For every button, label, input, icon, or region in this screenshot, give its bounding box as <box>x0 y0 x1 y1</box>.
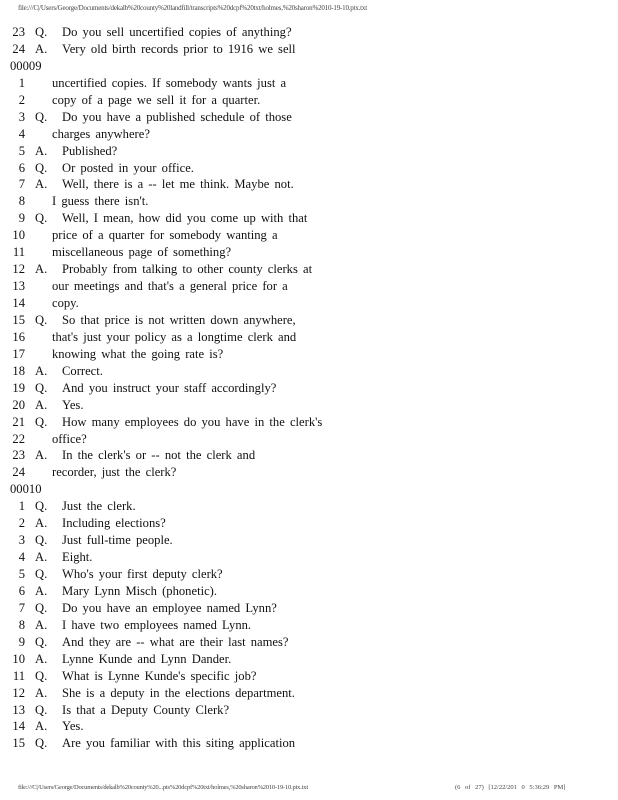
line-text: that's just your policy as a longtime clerk and <box>52 329 297 344</box>
line-text: Do you have an employee named Lynn? <box>62 600 277 615</box>
transcript-line <box>10 414 610 431</box>
line-number: 8 <box>18 194 25 209</box>
transcript-line <box>10 668 610 685</box>
page-marker <box>10 58 610 75</box>
line-number: 14 <box>12 719 25 734</box>
line-text: I guess there isn't. <box>52 194 149 209</box>
transcript-line <box>10 566 610 583</box>
line-number: 2 <box>18 92 25 107</box>
line-text: Is that a Deputy County Clerk? <box>62 702 230 717</box>
line-text: Including elections? <box>62 516 166 531</box>
transcript-line <box>10 600 610 617</box>
line-number: 15 <box>12 736 25 751</box>
line-number: 6 <box>18 583 25 598</box>
speaker-label: A. <box>35 41 48 56</box>
speaker-label: A. <box>35 719 48 734</box>
line-number: 10 <box>12 228 25 243</box>
speaker-label: A. <box>35 516 48 531</box>
transcript-line <box>10 498 610 515</box>
line-text: Just full-time people. <box>62 533 173 548</box>
line-number: 24 <box>12 41 25 56</box>
transcript-line <box>10 244 610 261</box>
speaker-label: Q. <box>35 668 48 683</box>
line-text: Who's your first deputy clerk? <box>62 567 223 581</box>
transcript-line <box>10 143 610 160</box>
transcript-line <box>10 24 610 41</box>
transcript-line <box>10 447 610 464</box>
line-text: price of a quarter for somebody wanting a <box>52 228 278 243</box>
line-text: Yes. <box>62 397 84 412</box>
transcript-line <box>10 278 610 295</box>
line-number: 22 <box>12 431 25 446</box>
transcript-line <box>10 346 610 363</box>
line-text: uncertified copies. If somebody wants just a <box>52 75 287 90</box>
line-number: 20 <box>12 397 25 412</box>
transcript-line <box>10 109 610 126</box>
transcript-body <box>10 24 610 752</box>
page-number: 00010 <box>10 482 42 497</box>
speaker-label: A. <box>35 448 48 463</box>
speaker-label: A. <box>35 397 48 412</box>
line-number: 19 <box>12 380 25 395</box>
transcript-line <box>10 363 610 380</box>
transcript-line <box>10 210 610 227</box>
speaker-label: A. <box>35 685 48 700</box>
line-number: 17 <box>12 346 25 361</box>
line-number: 13 <box>12 702 25 717</box>
transcript-line <box>10 617 610 634</box>
transcript-line <box>10 193 610 210</box>
transcript-line <box>10 431 610 448</box>
transcript-line <box>10 295 610 312</box>
line-number: 2 <box>18 516 25 531</box>
line-text: Lynne Kunde and Lynn Dander. <box>62 651 232 666</box>
line-number: 12 <box>12 685 25 700</box>
line-text: How many employees do you have in the clerk's <box>62 414 323 429</box>
speaker-label: Q. <box>35 736 48 751</box>
line-number: 14 <box>12 296 25 310</box>
transcript-line <box>10 515 610 532</box>
line-text: Or posted in your office. <box>62 160 194 175</box>
transcript-line <box>10 176 610 193</box>
line-text: Yes. <box>62 719 84 734</box>
speaker-label: Q. <box>35 600 48 615</box>
page-marker <box>10 481 610 498</box>
line-number: 23 <box>12 448 25 463</box>
line-text: recorder, just the clerk? <box>52 465 177 480</box>
speaker-label: Q. <box>35 414 48 429</box>
file-path-header: file:///C|/Users/George/Documents/dekalb%20county%20landfill/transcripts%20dcpf%20txt/holmes,%20sharon%2010-19-10.ptx.txt <box>18 4 367 12</box>
line-text: office? <box>52 431 87 446</box>
line-number: 1 <box>18 499 25 514</box>
line-text: So that price is not written down anywhere, <box>62 312 296 327</box>
line-text: Do you have a published schedule of those <box>62 109 292 124</box>
line-text: In the clerk's or -- not the clerk and <box>62 448 256 463</box>
file-path-footer: file:///C|/Users/George/Documents/dekalb%20county%20...pts%20dcpf%20txt/holmes,%20sharon%2010-19-10.ptx.txt <box>18 784 308 791</box>
line-text: Very old birth records prior to 1916 we sell <box>62 41 296 56</box>
page-info-footer: (6 of 27) [12/22/201 0 5:36:29 PM] <box>455 784 566 791</box>
line-text: our meetings and that's a general price for a <box>52 279 288 294</box>
line-number: 3 <box>18 109 25 124</box>
transcript-line <box>10 718 610 735</box>
line-number: 11 <box>12 245 25 260</box>
line-text: I have two employees named Lynn. <box>62 617 252 632</box>
line-number: 3 <box>18 533 25 548</box>
speaker-label: A. <box>35 651 48 666</box>
transcript-line <box>10 75 610 92</box>
transcript-line <box>10 685 610 702</box>
speaker-label: Q. <box>35 702 48 717</box>
line-text: Do you sell uncertified copies of anything? <box>62 25 292 39</box>
line-text: Are you familiar with this siting application <box>62 736 296 751</box>
line-text: Mary Lynn Misch (phonetic). <box>62 583 217 598</box>
speaker-label: A. <box>35 143 48 158</box>
line-number: 4 <box>18 126 25 141</box>
speaker-label: Q. <box>35 160 48 175</box>
line-number: 13 <box>12 279 25 294</box>
transcript-line <box>10 92 610 109</box>
line-number: 7 <box>18 177 25 192</box>
line-text: What is Lynne Kunde's specific job? <box>62 668 257 683</box>
speaker-label: A. <box>35 363 48 378</box>
line-text: Probably from talking to other county clerks at <box>62 262 313 277</box>
line-text: copy of a page we sell it for a quarter. <box>52 92 261 107</box>
transcript-line <box>10 464 610 481</box>
transcript-line <box>10 735 610 752</box>
transcript-line <box>10 583 610 600</box>
transcript-line <box>10 380 610 397</box>
speaker-label: Q. <box>35 380 48 395</box>
line-number: 5 <box>18 567 25 581</box>
transcript-line <box>10 329 610 346</box>
speaker-label: A. <box>35 177 48 192</box>
line-number: 7 <box>18 600 25 615</box>
speaker-label: A. <box>35 617 48 632</box>
speaker-label: Q. <box>35 211 48 226</box>
line-text: She is a deputy in the elections department. <box>62 685 295 700</box>
line-text: knowing what the going rate is? <box>52 346 224 361</box>
transcript-line <box>10 41 610 58</box>
line-number: 5 <box>18 143 25 158</box>
speaker-label: A. <box>35 262 48 277</box>
line-number: 1 <box>18 75 25 90</box>
line-text: charges anywhere? <box>52 126 150 141</box>
line-text: Eight. <box>62 550 93 565</box>
transcript-line <box>10 126 610 143</box>
speaker-label: Q. <box>35 312 48 327</box>
transcript-line <box>10 227 610 244</box>
line-number: 21 <box>12 414 25 429</box>
transcript-line <box>10 261 610 278</box>
line-number: 4 <box>18 550 25 565</box>
line-text: Well, I mean, how did you come up with that <box>62 211 308 226</box>
line-number: 16 <box>12 329 25 344</box>
transcript-line <box>10 634 610 651</box>
transcript-line <box>10 312 610 329</box>
line-number: 23 <box>12 25 25 39</box>
line-text: Well, there is a -- let me think. Maybe not. <box>62 177 294 192</box>
page-number: 00009 <box>10 58 42 73</box>
line-text: Published? <box>62 143 118 158</box>
line-number: 11 <box>12 668 25 683</box>
transcript-line <box>10 549 610 566</box>
line-number: 9 <box>18 634 25 649</box>
line-number: 15 <box>12 312 25 327</box>
speaker-label: A. <box>35 583 48 598</box>
line-text: copy. <box>52 296 79 310</box>
line-number: 10 <box>12 651 25 666</box>
line-text: And you instruct your staff accordingly? <box>62 380 277 395</box>
line-number: 18 <box>12 363 25 378</box>
line-number: 9 <box>18 211 25 226</box>
line-number: 24 <box>12 465 25 480</box>
transcript-line <box>10 160 610 177</box>
line-number: 8 <box>18 617 25 632</box>
speaker-label: A. <box>35 550 48 565</box>
speaker-label: Q. <box>35 499 48 514</box>
speaker-label: Q. <box>35 634 48 649</box>
speaker-label: Q. <box>35 567 48 581</box>
transcript-line <box>10 397 610 414</box>
speaker-label: Q. <box>35 533 48 548</box>
speaker-label: Q. <box>35 25 48 39</box>
transcript-line <box>10 651 610 668</box>
transcript-line <box>10 702 610 719</box>
line-text: miscellaneous page of something? <box>52 245 232 260</box>
speaker-label: Q. <box>35 109 48 124</box>
line-number: 6 <box>18 160 25 175</box>
line-text: Just the clerk. <box>62 499 136 514</box>
line-text: And they are -- what are their last names? <box>62 634 289 649</box>
line-number: 12 <box>12 262 25 277</box>
transcript-line <box>10 532 610 549</box>
line-text: Correct. <box>62 363 103 378</box>
